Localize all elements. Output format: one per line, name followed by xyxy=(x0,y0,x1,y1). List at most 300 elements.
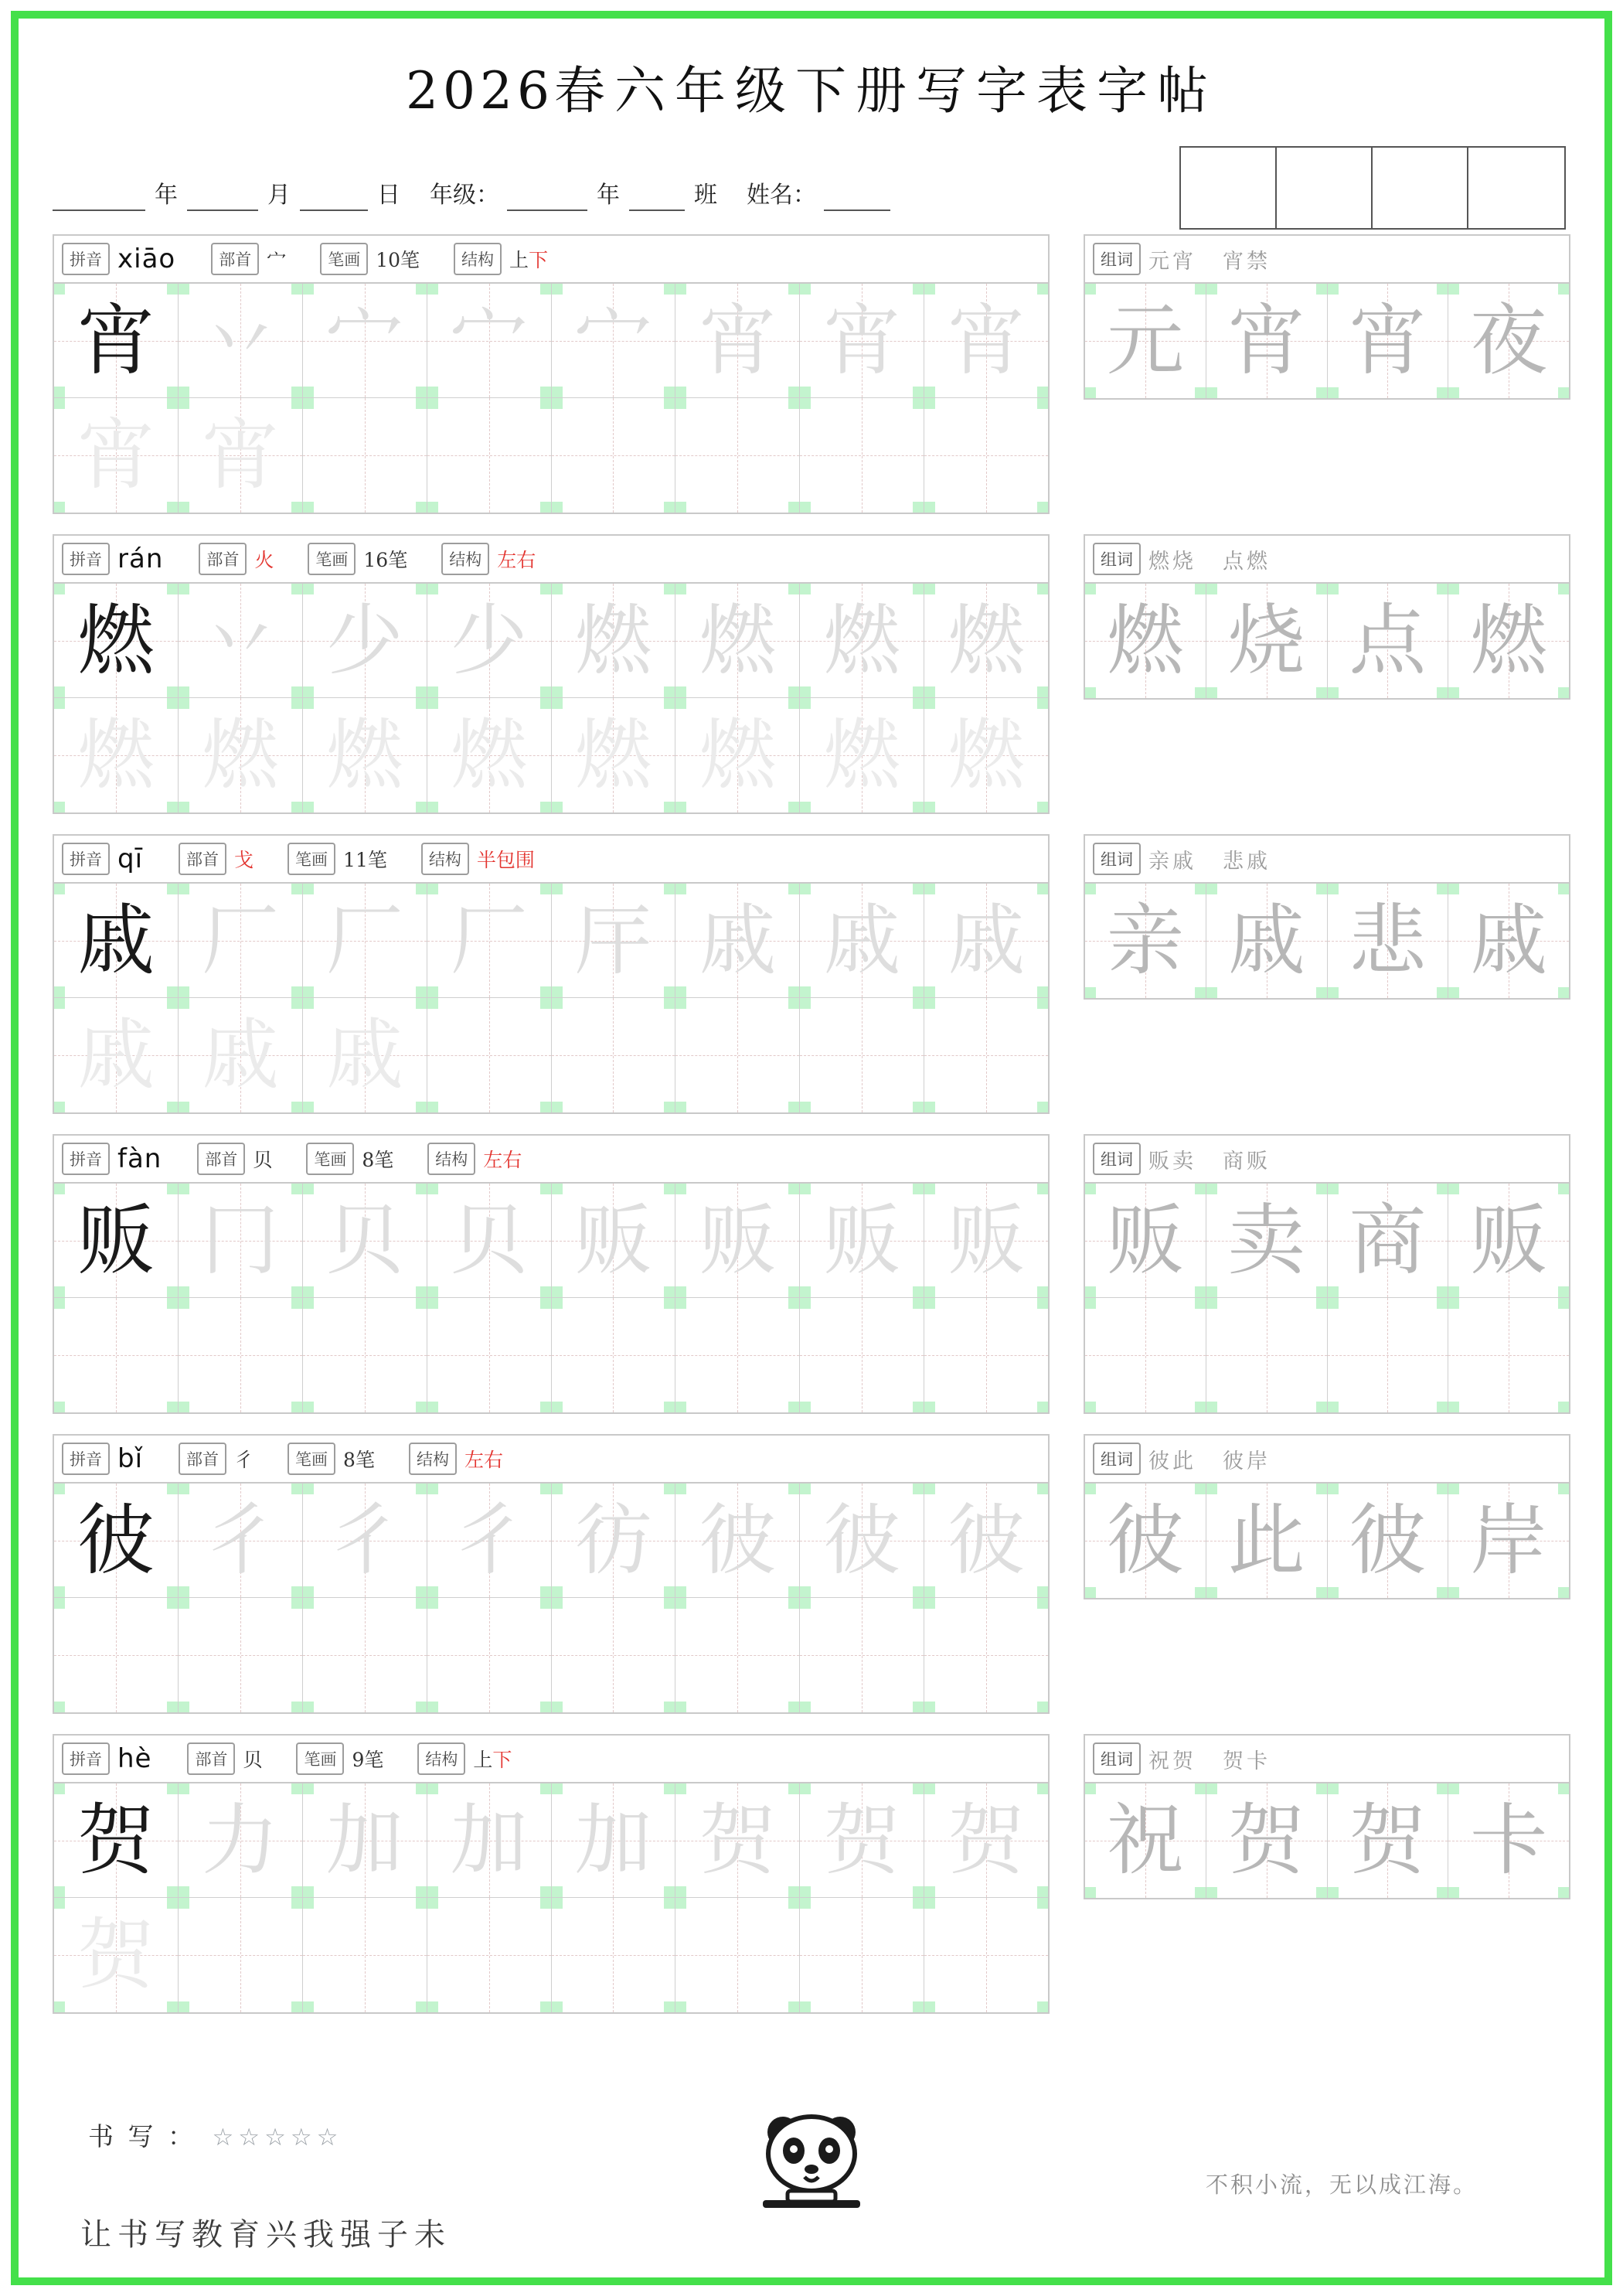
word-character: 烧 xyxy=(1227,595,1305,686)
writing-cell[interactable] xyxy=(800,1184,924,1298)
cell-corner xyxy=(788,1298,799,1309)
writing-cell[interactable] xyxy=(552,1298,676,1412)
writing-cell[interactable] xyxy=(552,1898,676,2012)
writing-cell[interactable] xyxy=(552,698,676,812)
stroke-step: 宵 xyxy=(948,295,1026,386)
writing-cell[interactable] xyxy=(427,1783,552,1898)
writing-cell[interactable] xyxy=(675,1783,800,1898)
cell-corner xyxy=(540,1102,551,1112)
cell-corner xyxy=(540,1298,551,1309)
cell-corner xyxy=(1037,1702,1048,1712)
writing-cell[interactable] xyxy=(54,1184,179,1298)
practice-line xyxy=(54,698,1048,812)
word-term: 燃烧 xyxy=(1148,549,1196,574)
writing-cell[interactable] xyxy=(675,1598,800,1712)
writing-cell[interactable] xyxy=(54,284,179,398)
cell-corner xyxy=(675,502,686,513)
stroke-grid xyxy=(53,1782,1050,2014)
writing-cell[interactable] xyxy=(1328,284,1449,398)
writing-cell[interactable] xyxy=(1328,1298,1449,1412)
writing-cell[interactable] xyxy=(54,398,179,513)
writing-cell[interactable] xyxy=(924,1298,1048,1412)
writing-cell[interactable] xyxy=(179,1484,303,1598)
strokes-value: 10笔 xyxy=(376,249,420,271)
cell-corner xyxy=(664,398,675,409)
writing-cell[interactable] xyxy=(427,584,552,698)
writing-cell[interactable] xyxy=(800,884,924,998)
cell-corner xyxy=(800,1402,811,1412)
writing-cell[interactable] xyxy=(303,1598,427,1712)
writing-cell[interactable] xyxy=(303,1898,427,2012)
writing-cell[interactable] xyxy=(800,1598,924,1712)
cell-corner xyxy=(303,1298,314,1309)
writing-cell[interactable] xyxy=(675,1898,800,2012)
stroke-step: 加 xyxy=(325,1794,403,1886)
writing-cell[interactable] xyxy=(675,1484,800,1598)
info-row xyxy=(53,135,1570,228)
writing-cell[interactable] xyxy=(924,1598,1048,1712)
month-blank[interactable] xyxy=(187,183,258,211)
stroke-step: 彷 xyxy=(574,1494,652,1586)
date-and-class-line xyxy=(53,175,890,211)
character-right-block xyxy=(1084,234,1570,514)
writing-cell[interactable] xyxy=(54,1598,179,1712)
name-box-cell[interactable] xyxy=(1181,148,1277,228)
writing-cell[interactable] xyxy=(427,284,552,398)
writing-cell[interactable] xyxy=(427,398,552,513)
writing-cell[interactable] xyxy=(1206,584,1328,698)
structure-label: 结构 xyxy=(417,1742,465,1775)
radical-value: 贝 xyxy=(253,1149,273,1171)
cell-corner xyxy=(427,1298,438,1309)
writing-cell[interactable] xyxy=(1448,884,1569,998)
writing-cell[interactable] xyxy=(1448,284,1569,398)
writing-cell[interactable] xyxy=(1206,1783,1328,1898)
character-row xyxy=(53,1134,1570,1414)
cell-corner xyxy=(664,998,675,1009)
cell-corner xyxy=(416,1402,427,1412)
character-meta-bar xyxy=(53,834,1050,882)
writing-cell[interactable] xyxy=(179,584,303,698)
strokes-label: 笔画 xyxy=(296,1742,344,1775)
practice-line xyxy=(54,398,1048,513)
writing-cell[interactable] xyxy=(675,284,800,398)
word-character: 贩 xyxy=(1106,1194,1184,1286)
writing-cell[interactable] xyxy=(303,698,427,812)
cell-corner xyxy=(1037,1598,1048,1609)
cell-corner xyxy=(913,1702,924,1712)
stroke-step: 贝 xyxy=(325,1194,403,1286)
cell-corner xyxy=(291,2001,302,2012)
writing-cell[interactable] xyxy=(303,1484,427,1598)
cell-corner xyxy=(913,1298,924,1309)
character-right-block xyxy=(1084,1434,1570,1714)
cell-corner xyxy=(788,398,799,409)
cell-corner xyxy=(924,998,935,1009)
writing-cell[interactable] xyxy=(179,1184,303,1298)
writing-cell[interactable] xyxy=(924,698,1048,812)
page-border xyxy=(11,11,1612,2285)
writing-cell[interactable] xyxy=(924,998,1048,1112)
word-term: 亲戚 xyxy=(1148,849,1196,874)
cell-corner xyxy=(416,502,427,513)
writing-cell[interactable] xyxy=(924,1484,1048,1598)
writing-cell[interactable] xyxy=(427,698,552,812)
cell-corner xyxy=(924,398,935,409)
word-character: 悲 xyxy=(1349,895,1427,986)
stroke-step: 燃 xyxy=(823,594,901,686)
writing-cell[interactable] xyxy=(1448,1184,1569,1298)
structure-value xyxy=(464,1445,503,1473)
word-term: 祝贺 xyxy=(1148,1749,1196,1773)
cell-corner xyxy=(913,1402,924,1412)
radical-value: 戈 xyxy=(234,849,254,871)
cell-corner xyxy=(540,502,551,513)
cell-corner xyxy=(540,998,551,1009)
writing-cell[interactable] xyxy=(54,998,179,1112)
stroke-grid xyxy=(53,882,1050,1114)
writing-cell[interactable] xyxy=(427,1598,552,1712)
writing-cell[interactable] xyxy=(427,884,552,998)
cell-corner xyxy=(416,1598,427,1609)
writing-cell[interactable] xyxy=(800,284,924,398)
writing-cell[interactable] xyxy=(427,1484,552,1598)
writing-cell[interactable] xyxy=(179,284,303,398)
writing-cell[interactable] xyxy=(303,284,427,398)
cell-corner xyxy=(1085,1402,1096,1412)
cell-corner xyxy=(540,1898,551,1909)
stroke-step: 彼 xyxy=(823,1494,901,1586)
name-box-cell[interactable] xyxy=(1468,148,1564,228)
writing-cell[interactable] xyxy=(427,1298,552,1412)
words-label: 组词 xyxy=(1093,1443,1141,1475)
character-left-block xyxy=(53,1734,1050,2014)
words-meta-bar xyxy=(1084,234,1570,282)
practice-character: 贺 xyxy=(77,1909,155,2000)
writing-cell[interactable] xyxy=(427,1184,552,1298)
cell-corner xyxy=(913,1102,924,1112)
structure-label: 结构 xyxy=(421,843,469,875)
cell-corner xyxy=(1037,1102,1048,1112)
stroke-step: 宀 xyxy=(325,295,403,386)
writing-rating-label: 书 写 ： xyxy=(88,2121,196,2151)
cell-corner xyxy=(1195,1402,1206,1412)
writing-cell[interactable] xyxy=(1085,1783,1206,1898)
writing-cell[interactable] xyxy=(303,398,427,513)
writing-cell[interactable] xyxy=(552,1598,676,1712)
character-right-block xyxy=(1084,834,1570,1114)
cell-corner xyxy=(54,1298,65,1309)
writing-cell[interactable] xyxy=(303,1783,427,1898)
cell-corner xyxy=(427,998,438,1009)
writing-cell[interactable] xyxy=(675,998,800,1112)
cell-corner xyxy=(552,1702,563,1712)
writing-cell[interactable] xyxy=(800,1484,924,1598)
words-value xyxy=(1148,844,1297,874)
word-character: 此 xyxy=(1227,1495,1305,1586)
cell-corner xyxy=(167,1702,178,1712)
writing-cell[interactable] xyxy=(1206,1484,1328,1598)
writing-cell[interactable] xyxy=(552,884,676,998)
writing-cell[interactable] xyxy=(924,884,1048,998)
day-label: 日 xyxy=(377,182,400,209)
words-label: 组词 xyxy=(1093,1143,1141,1175)
writing-cell[interactable] xyxy=(675,584,800,698)
writing-cell[interactable] xyxy=(1085,1298,1206,1412)
stroke-step: 彼 xyxy=(699,1494,777,1586)
word-character: 商 xyxy=(1349,1194,1427,1286)
word-character: 亲 xyxy=(1106,895,1184,986)
writing-cell[interactable] xyxy=(800,698,924,812)
word-grid xyxy=(1084,282,1570,400)
cell-corner xyxy=(291,1598,302,1609)
writing-cell[interactable] xyxy=(800,398,924,513)
word-character: 元 xyxy=(1106,295,1184,386)
writing-cell[interactable] xyxy=(1448,1783,1569,1898)
writing-cell[interactable] xyxy=(800,1783,924,1898)
words-value xyxy=(1148,244,1297,274)
year-blank[interactable] xyxy=(53,183,145,211)
grade-blank[interactable] xyxy=(507,183,587,211)
writing-cell[interactable] xyxy=(552,1484,676,1598)
stroke-step: 宵 xyxy=(699,295,777,386)
writing-cell[interactable] xyxy=(675,1298,800,1412)
strokes-value: 8笔 xyxy=(343,1449,375,1471)
stroke-step: 燃 xyxy=(574,594,652,686)
word-term: 贩卖 xyxy=(1148,1149,1196,1174)
writing-cell[interactable] xyxy=(924,1184,1048,1298)
writing-cell[interactable] xyxy=(924,398,1048,513)
writing-cell[interactable] xyxy=(800,1298,924,1412)
writing-cell[interactable] xyxy=(552,1783,676,1898)
writing-cell[interactable] xyxy=(303,1184,427,1298)
writing-cell[interactable] xyxy=(1328,1783,1449,1898)
word-grid xyxy=(1084,1482,1570,1599)
stroke-step: 少 xyxy=(450,594,528,686)
cell-corner xyxy=(54,1402,65,1412)
cell-corner xyxy=(540,2001,551,2012)
word-term: 元宵 xyxy=(1148,249,1196,274)
cell-corner xyxy=(924,1102,935,1112)
stroke-order-line xyxy=(54,1783,1048,1898)
writing-cell[interactable] xyxy=(54,884,179,998)
writing-cell[interactable] xyxy=(1448,1298,1569,1412)
structure-label: 结构 xyxy=(409,1443,457,1475)
practice-character: 戚 xyxy=(325,1010,403,1100)
cell-corner xyxy=(416,1898,427,1909)
cell-corner xyxy=(303,1702,314,1712)
writing-cell[interactable] xyxy=(675,1184,800,1298)
writing-cell[interactable] xyxy=(303,1298,427,1412)
writing-cell[interactable] xyxy=(179,1598,303,1712)
cell-corner xyxy=(303,1898,314,1909)
writing-cell[interactable] xyxy=(552,998,676,1112)
word-character: 戚 xyxy=(1227,895,1305,986)
cell-corner xyxy=(788,998,799,1009)
cell-corner xyxy=(179,1298,189,1309)
writing-cell[interactable] xyxy=(1328,1184,1449,1298)
day-blank[interactable] xyxy=(300,183,368,211)
cell-corner xyxy=(552,502,563,513)
cell-corner xyxy=(540,398,551,409)
cell-corner xyxy=(800,998,811,1009)
strokes-label: 笔画 xyxy=(308,543,356,575)
writing-cell[interactable] xyxy=(54,698,179,812)
writing-cell[interactable] xyxy=(1085,284,1206,398)
word-cell-line xyxy=(1085,884,1569,998)
writing-cell[interactable] xyxy=(54,584,179,698)
cell-corner xyxy=(1328,1402,1339,1412)
writing-cell[interactable] xyxy=(1085,584,1206,698)
pinyin-value: rán xyxy=(117,543,164,574)
character-left-block xyxy=(53,1434,1050,1714)
writing-cell[interactable] xyxy=(1448,584,1569,698)
cell-corner xyxy=(1037,1298,1048,1309)
writing-cell[interactable] xyxy=(303,998,427,1112)
cell-corner xyxy=(179,2001,189,2012)
writing-cell[interactable] xyxy=(800,998,924,1112)
writing-cell[interactable] xyxy=(1206,884,1328,998)
practice-character: 燃 xyxy=(77,710,155,800)
writing-cell[interactable] xyxy=(427,998,552,1112)
page-footer xyxy=(53,2097,1570,2267)
strokes-value: 9笔 xyxy=(352,1749,384,1771)
rating-stars[interactable]: ☆☆☆☆☆ xyxy=(212,2124,343,2151)
writing-cell[interactable] xyxy=(427,1898,552,2012)
writing-cell[interactable] xyxy=(675,398,800,513)
cell-corner xyxy=(552,998,563,1009)
word-cell-line xyxy=(1085,1298,1569,1412)
stroke-step: 彳 xyxy=(325,1494,403,1586)
writing-cell[interactable] xyxy=(924,1783,1048,1898)
word-term: 贺卡 xyxy=(1223,1749,1271,1773)
class-blank[interactable] xyxy=(629,183,685,211)
stroke-grid xyxy=(53,1182,1050,1414)
writing-cell[interactable] xyxy=(179,698,303,812)
structure-prefix: 上 xyxy=(509,249,529,271)
stroke-step: 宀 xyxy=(574,295,652,386)
cell-corner xyxy=(1037,398,1048,409)
stroke-step: 厈 xyxy=(574,894,652,986)
words-label: 组词 xyxy=(1093,243,1141,275)
writing-cell[interactable] xyxy=(303,584,427,698)
writing-cell[interactable] xyxy=(54,1298,179,1412)
words-meta-bar xyxy=(1084,534,1570,582)
cell-corner xyxy=(1328,1298,1339,1309)
writing-cell[interactable] xyxy=(1448,1484,1569,1598)
cell-corner xyxy=(924,1298,935,1309)
writing-cell[interactable] xyxy=(1206,1184,1328,1298)
stroke-step: 丷 xyxy=(201,295,279,386)
cell-corner xyxy=(913,2001,924,2012)
writing-cell[interactable] xyxy=(179,1783,303,1898)
name-boxes[interactable] xyxy=(1179,146,1566,230)
words-label: 组词 xyxy=(1093,843,1141,875)
writing-cell[interactable] xyxy=(1206,284,1328,398)
writing-cell[interactable] xyxy=(552,584,676,698)
pinyin-label: 拼音 xyxy=(62,1742,110,1775)
writing-cell[interactable] xyxy=(924,284,1048,398)
character-meta-bar xyxy=(53,1734,1050,1782)
words-meta-bar xyxy=(1084,1134,1570,1182)
words-meta-bar xyxy=(1084,1434,1570,1482)
name-label: 姓名： xyxy=(747,182,816,209)
writing-cell[interactable] xyxy=(1085,1484,1206,1598)
pinyin-label: 拼音 xyxy=(62,243,110,275)
writing-cell[interactable] xyxy=(54,1898,179,2012)
writing-cell[interactable] xyxy=(552,398,676,513)
word-grid xyxy=(1084,882,1570,1000)
cell-corner xyxy=(1037,998,1048,1009)
writing-cell[interactable] xyxy=(1206,1298,1328,1412)
writing-cell[interactable] xyxy=(675,884,800,998)
practice-character: 燃 xyxy=(699,710,777,800)
name-box-cell[interactable] xyxy=(1373,148,1468,228)
practice-character: 燃 xyxy=(325,710,403,800)
structure-value xyxy=(509,245,548,273)
writing-cell[interactable] xyxy=(1085,1184,1206,1298)
writing-cell[interactable] xyxy=(924,584,1048,698)
stroke-step: 彼 xyxy=(948,1494,1026,1586)
writing-cell[interactable] xyxy=(924,1898,1048,2012)
character-row xyxy=(53,1734,1570,2014)
writing-cell[interactable] xyxy=(552,1184,676,1298)
writing-cell[interactable] xyxy=(179,884,303,998)
writing-cell[interactable] xyxy=(1328,1484,1449,1598)
writing-cell[interactable] xyxy=(179,1898,303,2012)
writing-cell[interactable] xyxy=(800,584,924,698)
character-meta-bar xyxy=(53,1134,1050,1182)
writing-cell[interactable] xyxy=(1328,884,1449,998)
cell-corner xyxy=(924,2001,935,2012)
structure-highlight: 下 xyxy=(492,1749,512,1771)
stroke-grid xyxy=(53,1482,1050,1714)
writing-cell[interactable] xyxy=(800,1898,924,2012)
cell-corner xyxy=(167,1298,178,1309)
cell-corner xyxy=(800,1898,811,1909)
writing-cell[interactable] xyxy=(179,1298,303,1412)
stroke-step: 加 xyxy=(574,1794,652,1886)
cell-corner xyxy=(800,1298,811,1309)
writing-cell[interactable] xyxy=(552,284,676,398)
writing-cell[interactable] xyxy=(1085,884,1206,998)
pinyin-label: 拼音 xyxy=(62,543,110,575)
cell-corner xyxy=(800,1702,811,1712)
writing-cell[interactable] xyxy=(1328,584,1449,698)
writing-cell[interactable] xyxy=(675,698,800,812)
cell-corner xyxy=(675,1898,686,1909)
name-blank[interactable] xyxy=(824,183,890,211)
word-character: 夜 xyxy=(1470,295,1548,386)
name-box-cell[interactable] xyxy=(1277,148,1373,228)
cell-corner xyxy=(291,1702,302,1712)
stroke-step: 厂 xyxy=(325,894,403,986)
writing-cell[interactable] xyxy=(179,998,303,1112)
stroke-order-line xyxy=(54,1484,1048,1598)
character-row xyxy=(53,834,1570,1114)
writing-cell[interactable] xyxy=(54,1484,179,1598)
cell-corner xyxy=(675,1402,686,1412)
cell-corner xyxy=(427,398,438,409)
word-character: 彼 xyxy=(1349,1495,1427,1586)
stroke-step: 贺 xyxy=(948,1794,1026,1886)
writing-cell[interactable] xyxy=(179,398,303,513)
stroke-step: 厂 xyxy=(450,894,528,986)
writing-cell[interactable] xyxy=(303,884,427,998)
strokes-label: 笔画 xyxy=(320,243,368,275)
writing-cell[interactable] xyxy=(54,1783,179,1898)
stroke-step: 彳 xyxy=(450,1494,528,1586)
